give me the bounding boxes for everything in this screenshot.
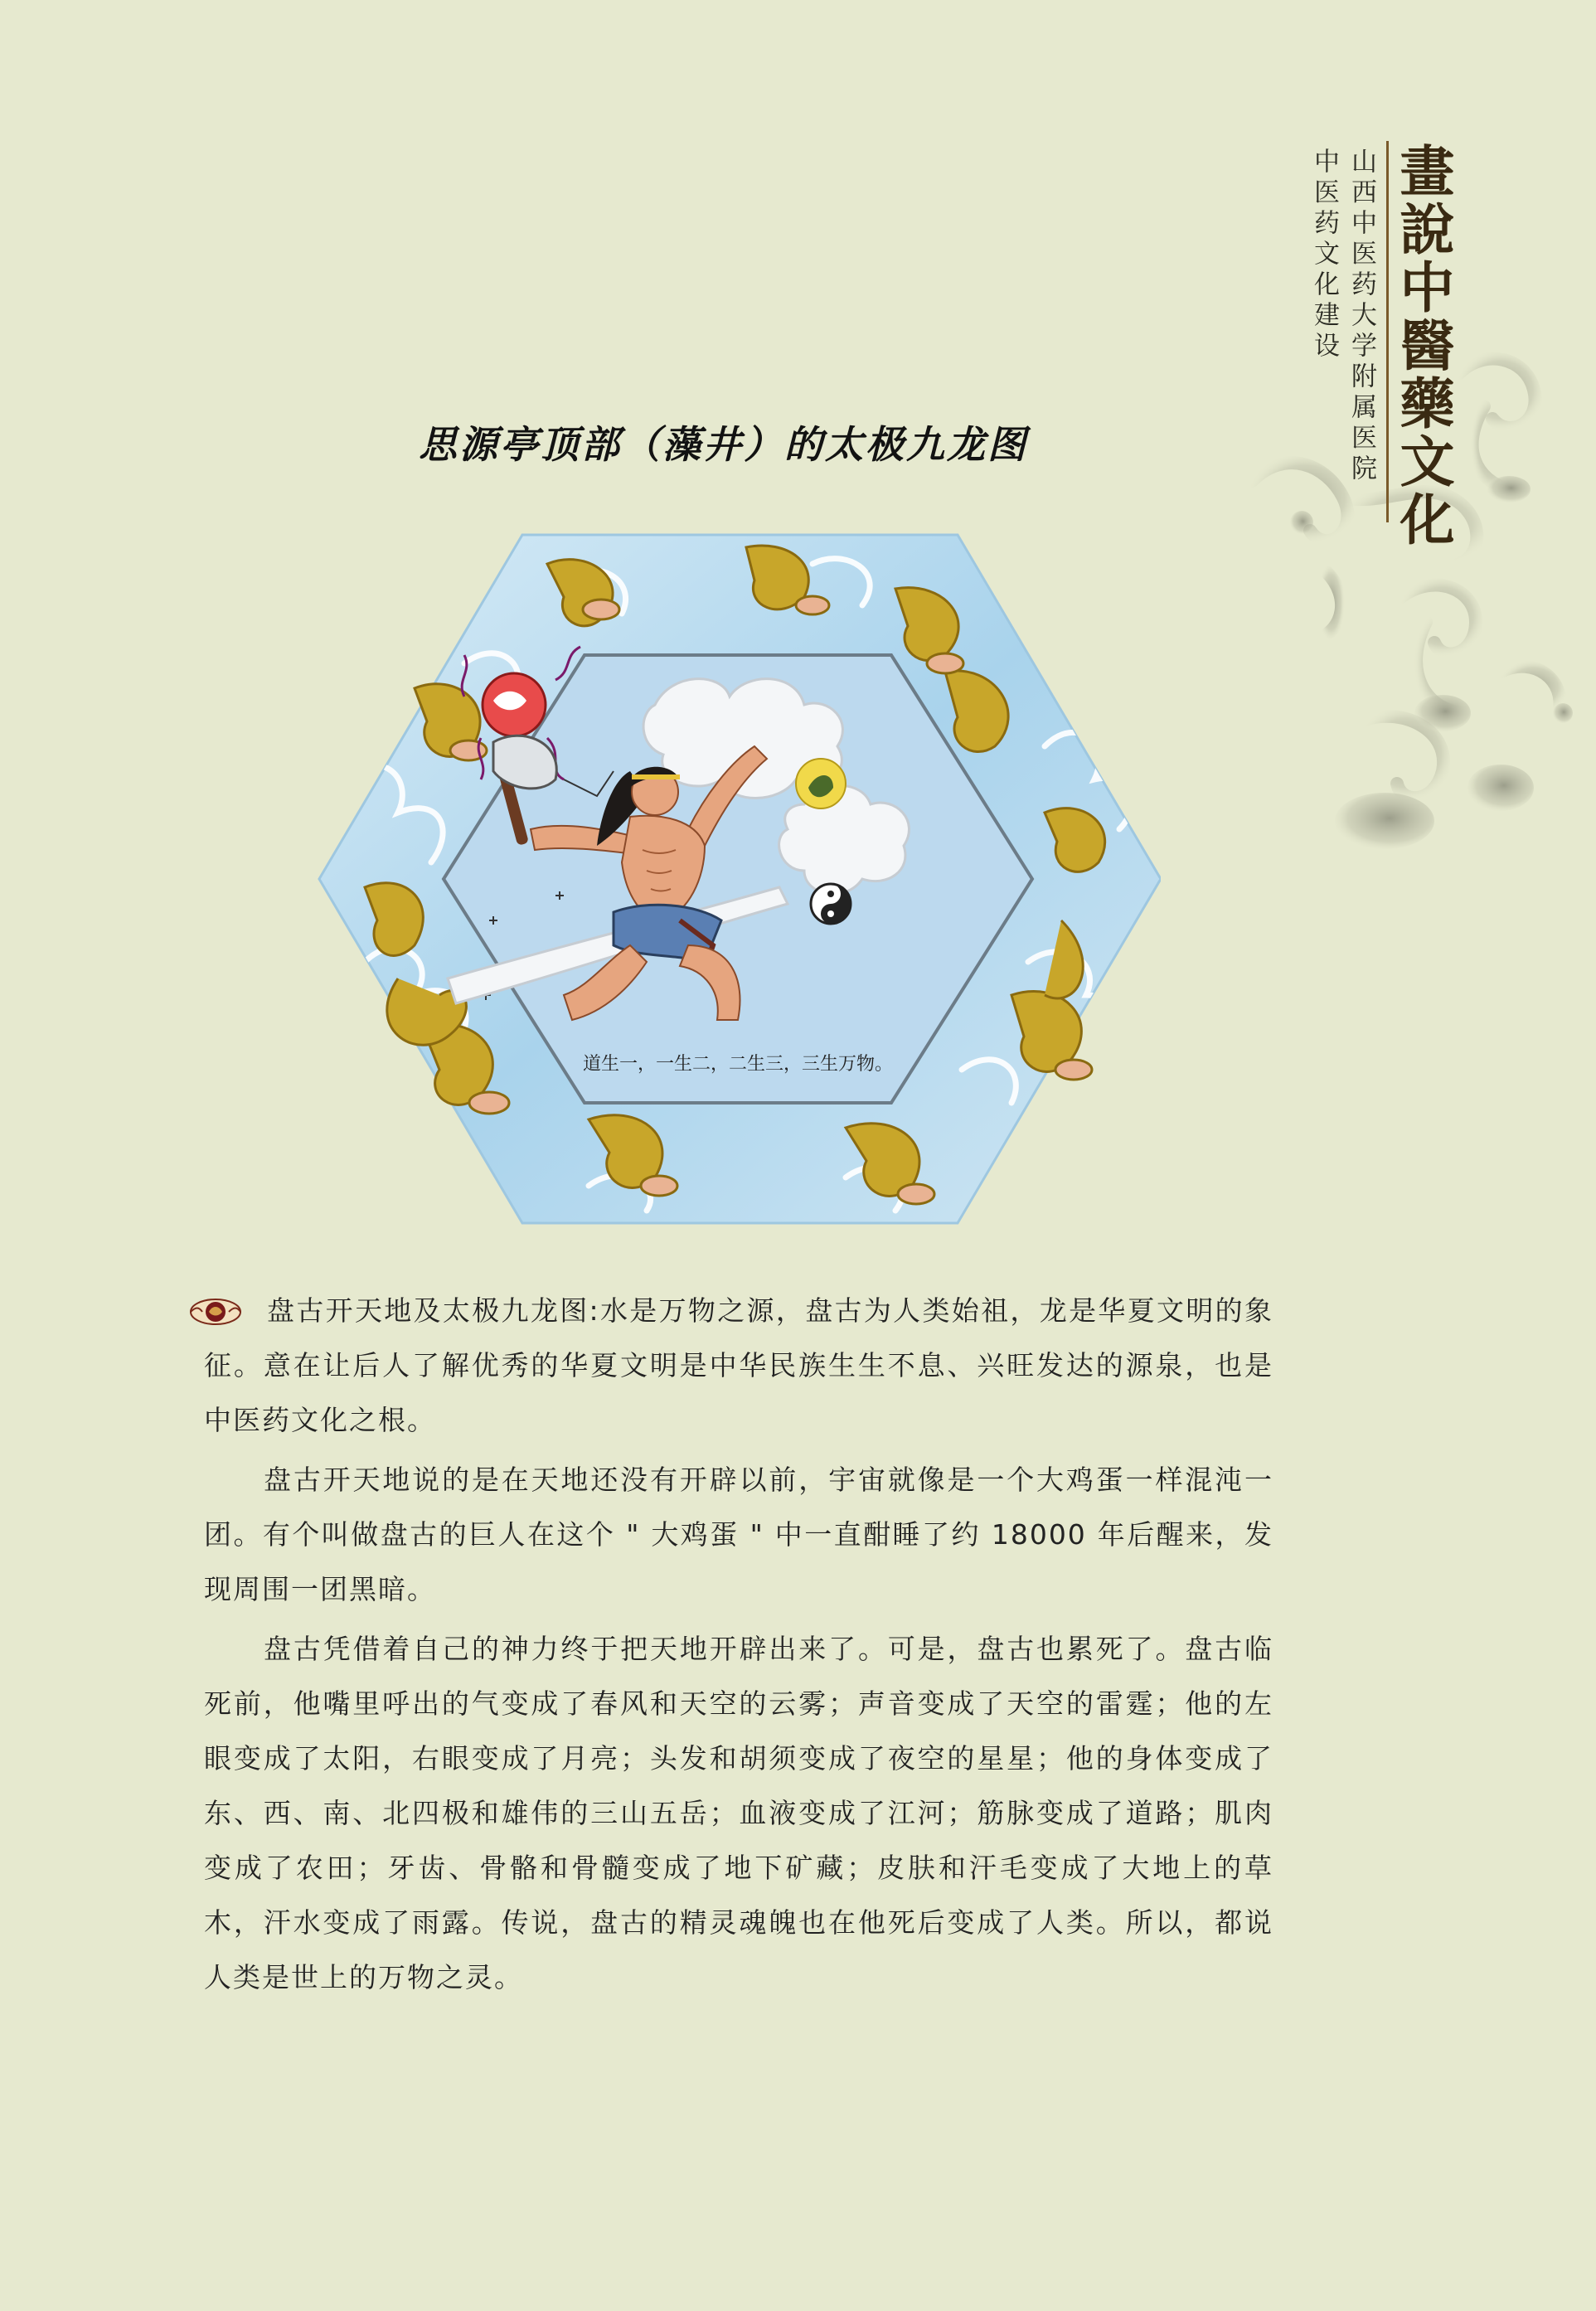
series-title: 畫說中醫藥文化: [1390, 143, 1455, 549]
intro-paragraph: [204, 1284, 1273, 1448]
auspicious-cloud-bullet-icon: [189, 1297, 242, 1327]
painting-caption: 道生一，一生二，二生三，三生万物。: [582, 1054, 894, 1075]
yellow-moon: [796, 759, 846, 808]
intro-text: 盘古开天地及太极九龙图:水是万物之源，盘古为人类始祖，龙是华夏文明的象征。意在让后人了解优秀的华夏文明是中华民族生生不息、兴旺发达的源泉，也是中医药文化之根。: [204, 1294, 1273, 1436]
page-title-text: 思源亭顶部（藻井）的太极九龙图: [419, 422, 1028, 467]
article-body: [204, 1284, 1273, 2010]
paragraph-1: 盘古开天地说的是在天地还没有开辟以前，宇宙就像是一个大鸡蛋一样混沌一团。有个叫做盘古的巨人在这个 " 大鸡蛋 " 中一直酣睡了约 18000 年后醒来，发现周围一团黑暗。: [204, 1464, 1273, 1605]
publisher-line-1: 山西中医药大学附属医院: [1346, 148, 1376, 485]
paragraph-2: 盘古凭借着自己的神力终于把天地开辟出来了。可是，盘古也累死了。盘古临死前，他嘴里呼出的气变成了春风和天空的云雾；声音变成了天空的雷霆；他的左眼变成了太阳，右眼变成了月亮；头发和胡须变成了夜空的星星；他的身体变成了东、西、南、北四极和雄伟的三山五岳；血液变成了江河；筋脉变成了道路；肌肉变成了农田；牙齿、骨骼和骨髓变成了地下矿藏；皮肤和汗毛变成了大地上的草木，汗水变成了雨露。传说，盘古的精灵魂魄也在他死后变成了人类。所以，都说人类是世上的万物之灵。: [204, 1633, 1273, 1993]
taiji-nine-dragon-painting: [315, 531, 1161, 1227]
page-title: [0, 415, 1596, 469]
yin-yang-icon: [811, 884, 851, 924]
publisher-line-2: 中医药文化建设: [1309, 148, 1339, 362]
